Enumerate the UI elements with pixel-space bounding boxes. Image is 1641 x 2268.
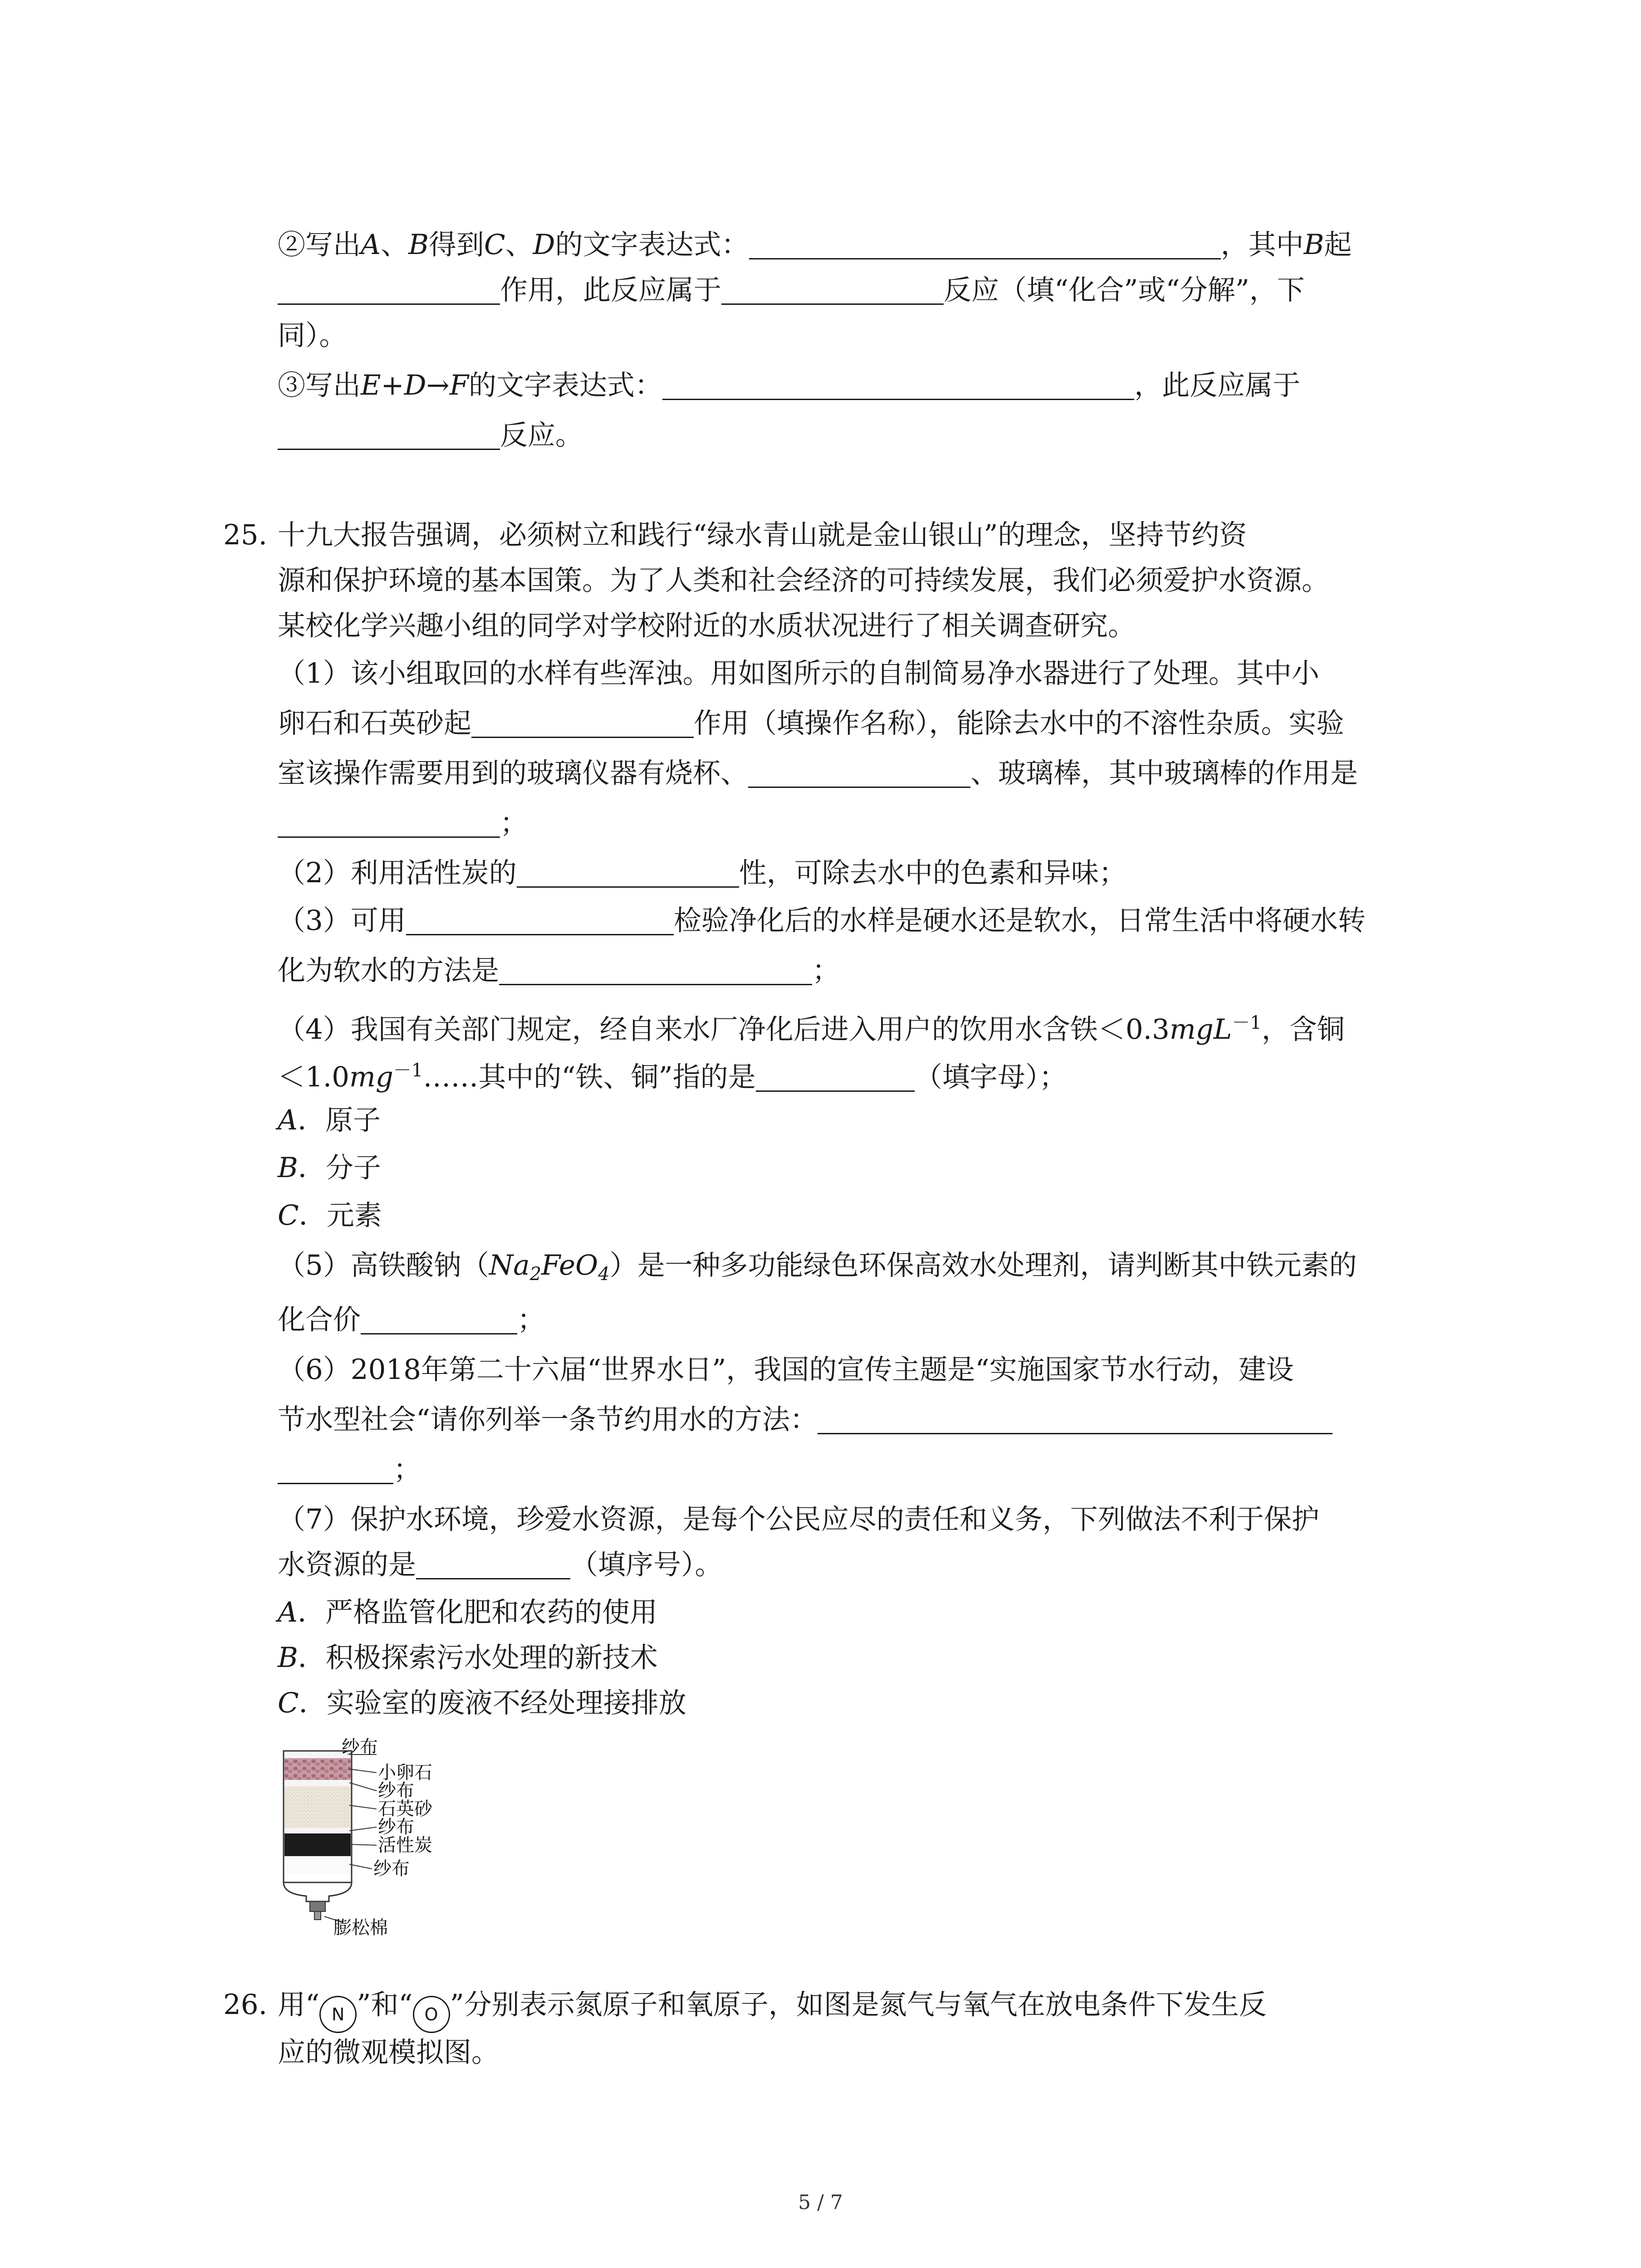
- pebble-layer: [284, 1758, 351, 1780]
- water-purifier-figure: [274, 1737, 465, 1937]
- answer-blank[interactable]: [278, 809, 500, 838]
- gauze-layer-3: [284, 1828, 351, 1833]
- label-activated-carbon: 活性炭: [378, 1835, 432, 1856]
- label-cotton: 膨松棉: [333, 1917, 388, 1938]
- q24-part3-line2: 反应。: [278, 417, 583, 454]
- oxygen-atom-icon: O: [413, 1996, 450, 2033]
- q25-p7-line1: （7）保护水环境，珍爱水资源，是每个公民应尽的责任和义务，下列做法不利于保护: [278, 1503, 1319, 1535]
- answer-blank[interactable]: [278, 276, 500, 305]
- q25-p1-line3: 室该操作需要用到的玻璃仪器有烧杯、 、玻璃棒，其中玻璃棒的作用是: [278, 757, 1358, 789]
- nitrogen-atom-icon: N: [319, 1996, 357, 2033]
- q25-p7-option-c: C．实验室的废液不经处理接排放: [278, 1687, 686, 1719]
- q25-p6-line3: ；: [278, 1452, 421, 1488]
- page-number: 5 / 7: [798, 2191, 843, 2214]
- q25-p4-line2: $<1.0mg^{-1}\dots\dots$其中的“铁、铜”指的是 （填字母）；: [278, 1060, 1067, 1093]
- answer-blank[interactable]: [756, 1063, 915, 1092]
- label-gauze-2: 纱布: [378, 1780, 414, 1801]
- gauze-layer-2: [284, 1780, 351, 1786]
- answer-blank[interactable]: [749, 231, 1221, 259]
- q25-p5-line2: 化合价 ；: [278, 1304, 545, 1336]
- q25-p7-option-a: A．严格监管化肥和农药的使用: [278, 1596, 658, 1628]
- q26-line2: 应的微观模拟图。: [278, 2036, 500, 2068]
- cotton-layer: [284, 1856, 351, 1874]
- answer-blank[interactable]: [818, 1406, 1332, 1434]
- answer-blank[interactable]: [748, 759, 970, 788]
- q25-p3-line2: 化为软水的方法是 ；: [278, 954, 840, 987]
- gauze-layer-1: [284, 1752, 351, 1758]
- label-gauze-1: 纱布: [342, 1737, 378, 1758]
- water-purifier-diagram: [274, 1737, 465, 1937]
- q24-part3-line1: ③写出E+D→F的文字表达式： ，此反应属于: [278, 369, 1301, 401]
- answer-blank[interactable]: [278, 421, 500, 450]
- answer-blank[interactable]: [361, 1306, 517, 1334]
- q25-number: 25.: [223, 519, 268, 551]
- activated-carbon-layer: [284, 1833, 351, 1856]
- q25-p4-option-c: C．元素: [278, 1199, 382, 1232]
- q25-stem-line2: 源和保护环境的基本国策。为了人类和社会经济的可持续发展，我们必须爱护水资源。: [278, 564, 1330, 596]
- label-gauze-4: 纱布: [373, 1858, 410, 1879]
- answer-blank[interactable]: [499, 957, 812, 985]
- q25-stem-line1: 十九大报告强调，必须树立和践行“绿水青山就是金山银山”的理念，坚持节约资: [278, 519, 1247, 551]
- q24-part2-line3: 同）。: [278, 319, 347, 352]
- q26-number: 26.: [223, 1989, 268, 2021]
- answer-blank[interactable]: [416, 1551, 570, 1579]
- q25-p2: （2）利用活性炭的 性，可除去水中的色素和异味；: [278, 857, 1127, 889]
- answer-blank[interactable]: [278, 1456, 393, 1484]
- q25-p7-option-b: B．积极探索污水处理的新技术: [278, 1642, 658, 1674]
- q25-p6-line2: 节水型社会“请你列举一条节约用水的方法：: [278, 1402, 1332, 1438]
- answer-blank[interactable]: [517, 859, 739, 888]
- q25-p4-line1: （4）我国有关部门规定，经自来水厂净化后进入用户的饮用水含铁＜0.3mgL$^{-1}$，含铜: [278, 1012, 1345, 1046]
- q25-p5-line1: （5）高铁酸钠$(Na_2FeO_4)$是一种多功能绿色环保高效水处理剂，请判断其中铁元素的: [278, 1249, 1357, 1285]
- q25-p7-line2: 水资源的是 （填序号）。: [278, 1549, 723, 1581]
- q26-line1: 用“ N ”和“ O ”分别表示氮原子和氧原子，如图是氮气与氧气在放电条件下发生反: [278, 1987, 1267, 2033]
- q25-p6-line1: （6）2018年第二十六届“世界水日”，我国的宣传主题是“实施国家节水行动，建设: [278, 1354, 1294, 1386]
- quartz-sand-layer: [284, 1786, 351, 1828]
- q25-p4-option-b: B．分子: [278, 1152, 381, 1184]
- label-gauze-3: 纱布: [378, 1817, 414, 1838]
- answer-blank[interactable]: [406, 907, 674, 935]
- q25-p1-line1: （1）该小组取回的水样有些浑浊。用如图所示的自制简易净水器进行了处理。其中小: [278, 657, 1319, 689]
- q25-p4-option-a: A．原子: [278, 1104, 381, 1136]
- label-quartz-sand: 石英砂: [378, 1799, 432, 1819]
- answer-blank[interactable]: [471, 709, 694, 738]
- bottle-neck: [284, 1882, 352, 1901]
- q25-p1-line2: 卵石和石英砂起 作用（填操作名称），能除去水中的不溶性杂质。实验: [278, 707, 1344, 739]
- q25-p3-line1: （3）可用 检验净化后的水样是硬水还是软水，日常生活中将硬水转: [278, 904, 1366, 937]
- answer-blank[interactable]: [662, 371, 1134, 400]
- outlet-tap: [310, 1901, 325, 1911]
- label-pebbles: 小卵石: [378, 1762, 432, 1783]
- q25-p1-line4: ；: [278, 805, 528, 841]
- q24-part2-line1: ②写出A、B得到C、D的文字表达式： ，其中B起: [278, 229, 1352, 261]
- q25-stem-line3: 某校化学兴趣小组的同学对学校附近的水质状况进行了相关调查研究。: [278, 610, 1136, 642]
- q24-part2-line2: 作用，此反应属于 反应（填“化合”或“分解”，下: [278, 272, 1305, 308]
- answer-blank[interactable]: [721, 276, 944, 305]
